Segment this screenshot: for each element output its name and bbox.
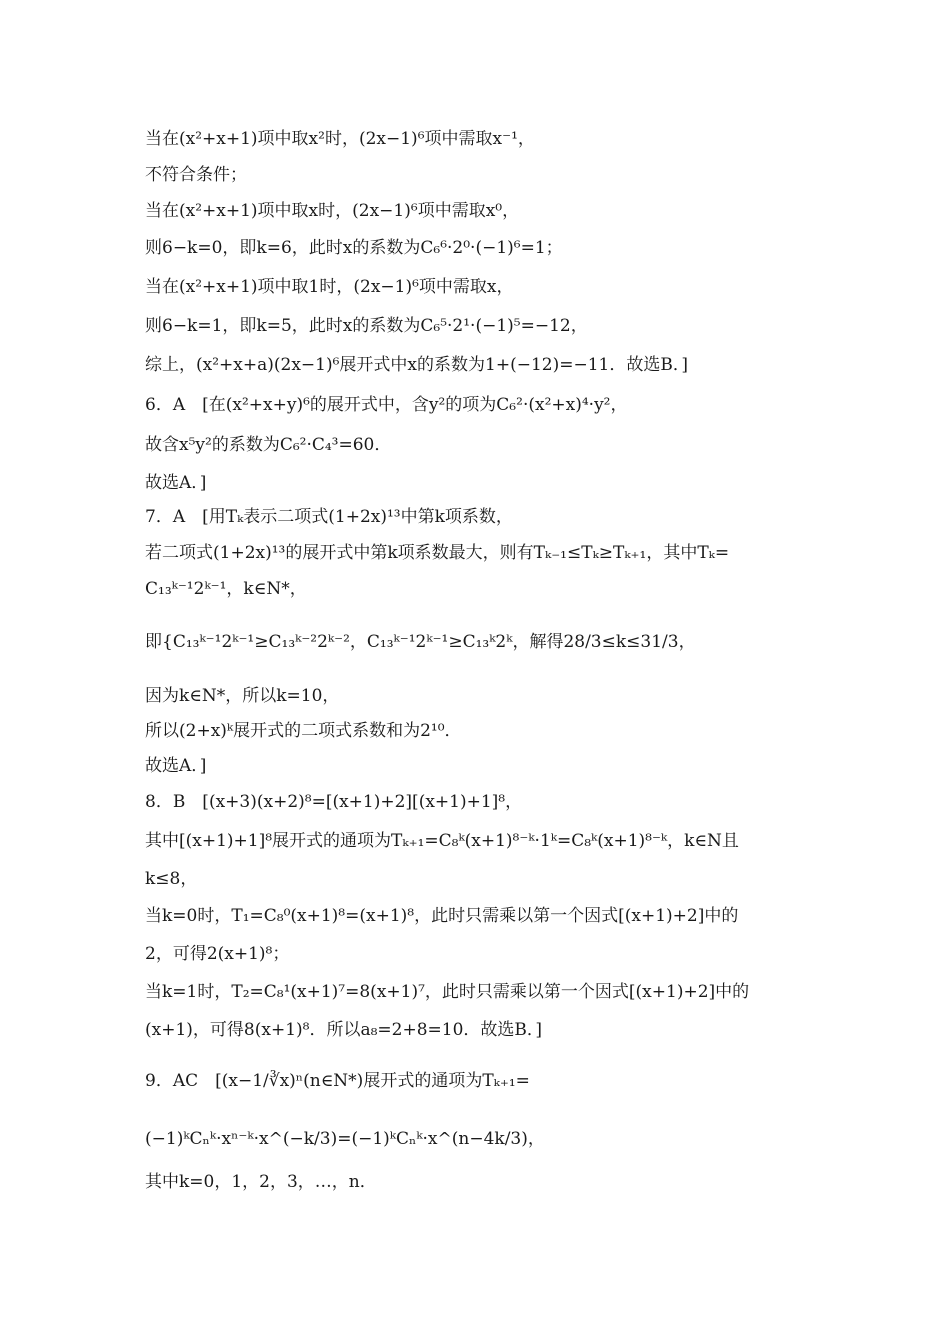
text-line-21: 当k=0时，T₁=C₈⁰(x+1)⁸=(x+1)⁸，此时只需乘以第一个因式[(x+1)+2]中的: [145, 906, 739, 926]
text-line-12: 若二项式(1+2x)¹³的展开式中第k项系数最大，则有Tₖ₋₁≤Tₖ≥Tₖ₊₁，其中Tₖ=: [145, 543, 730, 563]
text-line-5: 当在(x²+x+1)项中取1时，(2x−1)⁶项中需取x，: [145, 277, 514, 297]
text-line-6: 则6−k=1，即k=5，此时x的系数为C₆⁵·2¹·(−1)⁵=−12，: [145, 316, 588, 336]
text-line-15: 因为k∈N*，所以k=10，: [145, 686, 340, 706]
text-line-11: 7．A [用Tₖ表示二项式(1+2x)¹³中第k项系数，: [145, 507, 513, 527]
text-line-10: 故选A．]: [145, 473, 207, 493]
text-line-1: 当在(x²+x+1)项中取x²时，(2x−1)⁶项中需取x⁻¹，: [145, 129, 535, 149]
text-line-24: (x+1)，可得8(x+1)⁸．所以a₈=2+8=10．故选B．]: [145, 1020, 543, 1040]
text-line-20: k≤8，: [145, 869, 198, 889]
text-line-9: 故含x⁵y²的系数为C₆²·C₄³=60．: [145, 435, 392, 455]
text-line-3: 当在(x²+x+1)项中取x时，(2x−1)⁶项中需取x⁰，: [145, 201, 520, 221]
text-line-27: 其中k=0，1，2，3，…，n．: [145, 1172, 377, 1192]
text-line-8: 6．A [在(x²+x+y)⁶的展开式中，含y²的项为C₆²·(x²+x)⁴·y²，: [145, 395, 628, 415]
text-line-16: 所以(2+x)ᵏ展开式的二项式系数和为2¹⁰．: [145, 721, 462, 741]
text-line-17: 故选A．]: [145, 756, 207, 776]
text-line-2: 不符合条件；: [145, 165, 247, 185]
text-line-18: 8．B [(x+3)(x+2)⁸=[(x+1)+2][(x+1)+1]⁸，: [145, 792, 523, 812]
text-line-7: 综上，(x²+x+a)(2x−1)⁶展开式中x的系数为1+(−12)=−11．故选B．]: [145, 355, 688, 375]
text-line-23: 当k=1时，T₂=C₈¹(x+1)⁷=8(x+1)⁷，此时只需乘以第一个因式[(x+1)+2]中的: [145, 982, 750, 1002]
text-line-19: 其中[(x+1)+1]⁸展开式的通项为Tₖ₊₁=C₈ᵏ(x+1)⁸⁻ᵏ·1ᵏ=C₈ᵏ(x+1)⁸⁻ᵏ，k∈N且: [145, 831, 739, 851]
text-line-4: 则6−k=0，即k=6，此时x的系数为C₆⁶·2⁰·(−1)⁶=1；: [145, 238, 563, 258]
text-line-14: 即{C₁₃ᵏ⁻¹2ᵏ⁻¹≥C₁₃ᵏ⁻²2ᵏ⁻²，C₁₃ᵏ⁻¹2ᵏ⁻¹≥C₁₃ᵏ2ᵏ，解得28/3≤k≤31/3，: [145, 632, 696, 652]
text-line-26: (−1)ᵏCₙᵏ·xⁿ⁻ᵏ·x^(−k/3)=(−1)ᵏCₙᵏ·x^(n−4k/3)，: [145, 1129, 545, 1149]
text-line-25: 9．AC [(x−1/∛x)ⁿ(n∈N*)展开式的通项为Tₖ₊₁=: [145, 1071, 530, 1091]
text-line-22: 2，可得2(x+1)⁸；: [145, 944, 290, 964]
text-line-13: C₁₃ᵏ⁻¹2ᵏ⁻¹，k∈N*，: [145, 579, 307, 599]
